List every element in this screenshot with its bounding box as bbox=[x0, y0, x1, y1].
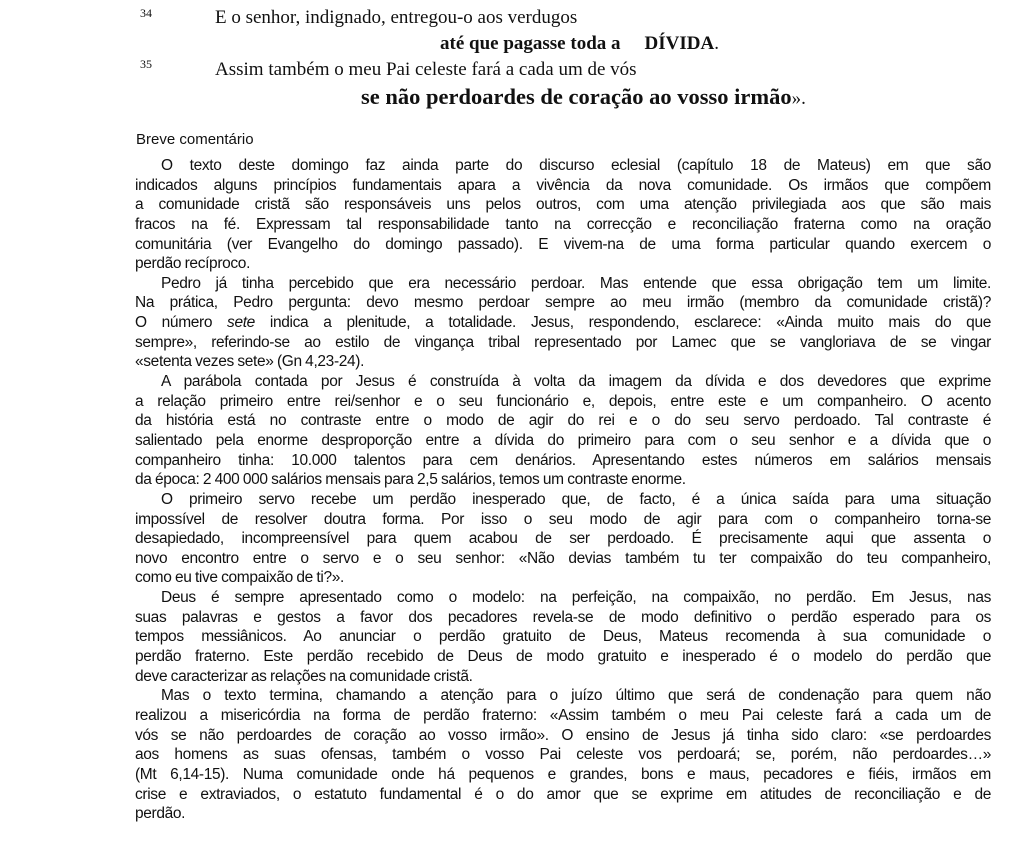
text-line: perdão fraterno. Este perdão recebido de Deus de modo gratuito e inesperado é o modelo do perdão que bbox=[135, 648, 991, 666]
text-line: Deus é sempre apresentado como o modelo: na perfeição, na compaixão, no perdão. Em Jesus, nas bbox=[161, 589, 991, 607]
text-line: O texto deste domingo faz ainda parte do discurso eclesial (capítulo 18 de Mateus) em que são bbox=[161, 157, 991, 174]
text-line: da história está no contraste entre o modo de agir do rei e o do seu servo perdoado. Tal contraste é bbox=[135, 412, 991, 430]
text-line: perdão recíproco. bbox=[135, 255, 251, 273]
text-line: O primeiro servo recebe um perdão inesperado que, de facto, é a única saída para uma situação bbox=[161, 490, 991, 508]
text-line: perdão. bbox=[135, 805, 186, 823]
paragraph bbox=[135, 686, 991, 823]
text-line: a relação primeiro entre rei/senhor e o seu funcionário e, depois, entre este e um companheiro. O acento bbox=[135, 392, 991, 410]
text-line: comunitária (ver Evangelho do domingo passado). E vivem-na de uma forma particular quando exercem o bbox=[135, 235, 991, 253]
verse-emphasis bbox=[361, 84, 806, 110]
text-line: desapiedado, incompreensível para quem acabou de ser perdoado. É precisamente aqui que assenta o bbox=[135, 530, 991, 548]
italic-term: sete bbox=[227, 314, 255, 332]
verse-emphasis-word: DÍVIDA bbox=[644, 33, 715, 54]
text-line: aos homens as suas ofensas, também o vosso Pai celeste vos perdoará; se, porém, não perdoardes…» bbox=[135, 746, 991, 764]
verse-emphasis-text: até que pagasse toda a bbox=[440, 33, 621, 54]
paragraph bbox=[135, 490, 991, 588]
text-line: Pedro já tinha percebido que era necessário perdoar. Mas entende que essa obrigação tem um limite. bbox=[161, 274, 991, 292]
text-line: tempos messiânicos. Ao anunciar o perdão gratuito de Deus, Mateus recomenda à sua comunidade o bbox=[135, 628, 991, 646]
text-line: fracos na fé. Expressam tal responsabilidade tanto na correcção e reconciliação fraterna como na oração bbox=[135, 215, 991, 233]
text-line: (Mt 6,14-15). Numa comunidade onde há pequenos e grandes, bons e maus, pecadores e fiéis, irmãos em bbox=[135, 765, 991, 783]
text-line: crise e extraviados, o estatuto fundamental é o do amor que se exprime em atitudes de reconciliação e de bbox=[135, 785, 991, 803]
text-line: novo encontro entre o servo e o seu senhor: «Não devias também tu ter compaixão do teu companheiro, bbox=[135, 549, 991, 567]
verse-text: Assim também o meu Pai celeste fará a cada um de vós bbox=[215, 59, 637, 80]
text-line: impossível de resolver doutra forma. Por isso o seu modo de agir para com o companheiro torna-se bbox=[135, 510, 991, 528]
verse-punctuation: ». bbox=[791, 88, 806, 109]
text-line: Na prática, Pedro pergunta: devo mesmo perdoar sempre ao meu irmão (membro da comunidade cristã)? bbox=[135, 294, 991, 312]
text-line: sempre», referindo-se ao estilo de vingança tribal representado por Lamec que se vangloriava de se vingar bbox=[135, 333, 991, 351]
text-line: como eu tive compaixão de ti?». bbox=[135, 569, 344, 587]
text-line: indicados alguns princípios fundamentais apara a vivência da nova comunidade. Os irmãos que compõem bbox=[135, 176, 991, 194]
text-line: salientado pela enorme desproporção entre a dívida do primeiro para com o seu senhor e a dívida que o bbox=[135, 431, 991, 449]
text-line: deve caracterizar as relações na comunidade cristã. bbox=[135, 667, 473, 685]
verse-text: E o senhor, indignado, entregou-o aos verdugos bbox=[215, 7, 578, 28]
text-line: A parábola contada por Jesus é construída à volta da imagem da dívida e dos devedores que exprime bbox=[161, 373, 991, 391]
text-line: «setenta vezes sete» (Gn 4,23-24). bbox=[135, 353, 365, 371]
paragraph bbox=[135, 588, 991, 686]
verse-number: 34 bbox=[140, 6, 152, 20]
text-line: realizou a misericórdia na forma de perdão fraterno: «Assim também o meu Pai celeste fará a cada um de bbox=[135, 706, 991, 724]
text-segment: O número bbox=[135, 314, 228, 332]
verse-punctuation: . bbox=[714, 33, 719, 54]
commentary-body bbox=[135, 156, 991, 824]
verse-emphasis-text: se não perdoardes de coração ao vosso irmão bbox=[361, 84, 792, 109]
paragraph bbox=[135, 156, 991, 274]
text-segment: indica a plenitude, a totalidade. Jesus, respondendo, esclarece: «Ainda muito mais do que bbox=[254, 314, 991, 332]
verse-emphasis bbox=[440, 33, 719, 55]
paragraph bbox=[135, 274, 991, 372]
text-line: suas palavras e gestos a favor dos pecadores revela-se de modo definitivo o perdão esperado para os bbox=[135, 608, 991, 626]
text-line: companheiro tinha: 10.000 talentos para cem denários. Apresentando estes números em salários mensais bbox=[135, 451, 991, 469]
verse-number: 35 bbox=[140, 57, 152, 71]
text-line: Mas o texto termina, chamando a atenção para o juízo último que será de condenação para quem não bbox=[161, 687, 991, 705]
section-heading: Breve comentário bbox=[136, 131, 254, 148]
text-line: vós se não perdoardes de coração ao vosso irmão». O ensino de Jesus já tinha sido claro: «se perdoardes bbox=[135, 726, 991, 744]
text-line bbox=[135, 313, 991, 333]
text-line: a comunidade cristã são responsáveis uns pelos outros, com uma atenção privilegiada aos que são mais bbox=[135, 196, 991, 214]
text-line: da época: 2 400 000 salários mensais para 2,5 salários, temos um contraste enorme. bbox=[135, 471, 686, 489]
paragraph bbox=[135, 372, 991, 490]
